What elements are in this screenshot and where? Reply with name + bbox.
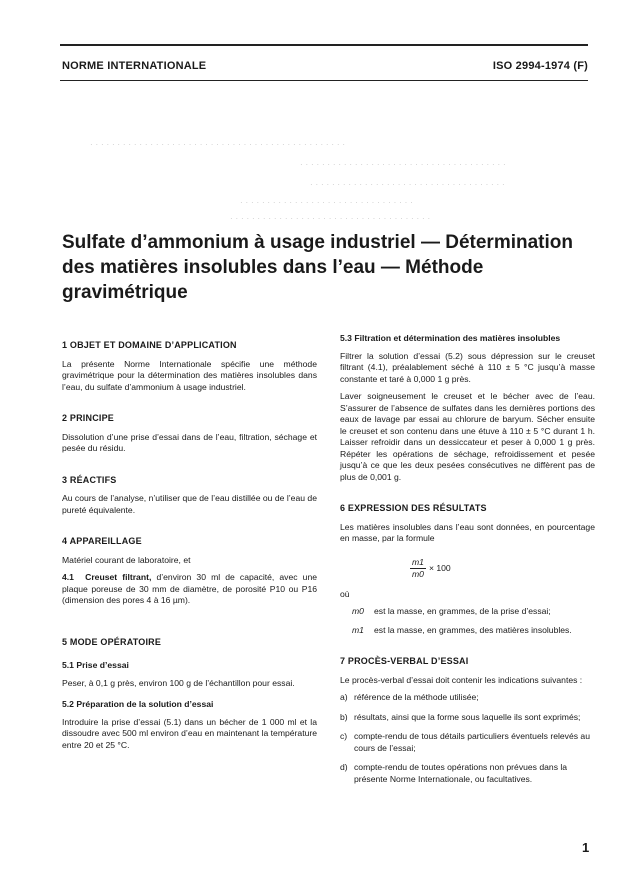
definition-m1: [340, 625, 595, 637]
header-rule: [60, 80, 588, 81]
section-text: La présente Norme Internationale spécifie une méthode gravimétrique pour la détermination des matières insolubles dans l’eau, du sulfate d’ammonium à usage industriel.: [62, 358, 317, 392]
subsection-text: Introduire la prise d’essai (5.1) dans un bécher de 1 000 ml et la dissoudre avec 500 ml environ d’eau en maintenant la température entre 20 et 25 °C.: [62, 716, 317, 750]
item-text: résultats, ainsi que la forme sous laquelle ils sont exprimés;: [354, 711, 581, 722]
ghost-line: · · · · · · · · · · · · · · · · · · · · · · · · · · · · · · · ·: [240, 198, 414, 207]
definition-text: est la masse, en grammes, de la prise d’essai;: [374, 606, 551, 616]
top-rule: [60, 44, 588, 46]
subsection-text: Peser, à 0,1 g près, environ 100 g de l’échantillon pour essai.: [62, 677, 295, 688]
section-2: [62, 413, 317, 455]
section-4: [62, 536, 317, 607]
section-text: Les matières insolubles dans l’eau sont données, en pourcentage en masse, par la formule: [340, 521, 595, 543]
symbol: m1: [352, 624, 364, 635]
section-5-3: [340, 333, 595, 483]
item-text: compte-rendu de tous détails particuliers éventuels relevés au cours de l’essai;: [354, 731, 590, 753]
subsection-text: Laver soigneusement le creuset et le bécher avec de l’eau. S’assurer de l’absence de sulfates dans les dernières portions des eaux de lavage par essai au chlorure de baryum. Sécher ensuite le creuset et son contenu dans une étuve à 110 ± 5 °C durant 1 h. Laisser refroidir dans un dessiccateur et peser à 0,000 1 g près. Répéter les opérations de séchage, refroidissement et pesée jusqu’à ce que les deux pesées consécutives ne diffèrent pas de plus de 0,001 g.: [340, 391, 595, 482]
ghost-line: · · · · · · · · · · · · · · · · · · · · · · · · · · · · · · · · · · · ·: [310, 180, 505, 189]
section-heading: 4 APPAREILLAGE: [62, 536, 142, 546]
formula-fraction: [410, 557, 426, 581]
subsection-title: Creuset filtrant,: [85, 572, 152, 582]
section-text: Au cours de l’analyse, n’utiliser que de l’eau distillée ou de l’eau de pureté équivalente.: [62, 493, 317, 515]
right-column: [340, 333, 595, 805]
header-left: NORME INTERNATIONALE: [62, 60, 207, 72]
item-text: référence de la méthode utilisée;: [354, 692, 479, 702]
subsection-heading: 5.3 Filtration et détermination des matières insolubles: [340, 333, 561, 343]
section-heading: 6 EXPRESSION DES RÉSULTATS: [340, 503, 487, 513]
formula-multiplier: × 100: [428, 562, 451, 573]
list-item: [340, 731, 595, 754]
subsection-heading: 5.1 Prise d’essai: [62, 660, 129, 670]
subsection-number: 4.1: [62, 572, 74, 582]
symbol: m0: [352, 606, 364, 616]
list-item: [340, 692, 595, 704]
section-text: Matériel courant de laboratoire, et: [62, 554, 191, 565]
section-6: [340, 503, 595, 636]
section-heading: 3 RÉACTIFS: [62, 474, 117, 485]
section-5: [62, 637, 317, 752]
page-number: 1: [582, 840, 590, 855]
header-right: ISO 2994-1974 (F): [492, 60, 588, 72]
left-column: [62, 340, 317, 771]
subsection-4-1: [62, 572, 317, 607]
item-label: a): [340, 692, 348, 702]
section-heading: 5 MODE OPÉRATOIRE: [62, 636, 162, 647]
section-heading: 2 PRINCIPE: [62, 413, 115, 423]
item-label: c): [340, 731, 348, 741]
definition-text: est la masse, en grammes, des matières insolubles.: [374, 624, 572, 635]
subsection-text: d’environ 30 ml de capacité, avec une plaque poreuse de 30 mm de diamètre, de porosité P10 ou P16 (dimension des pores 4 à 16 µm).: [62, 572, 317, 605]
ghost-line: · · · · · · · · · · · · · · · · · · · · · · · · · · · · · · · · · · · · · ·: [300, 160, 506, 169]
section-text: Le procès-verbal d’essai doit contenir les indications suivantes :: [340, 674, 583, 685]
section-7: [340, 656, 595, 785]
list-item: [340, 712, 595, 724]
document-title: Sulfate d’ammonium à usage industriel — Détermination des matières insolubles dans l’eau — Méthode gravimétrique: [62, 232, 573, 303]
section-text: Dissolution d’une prise d’essai dans de l’eau, filtration, séchage et pesée du résidu.: [62, 431, 317, 453]
item-text: compte-rendu de toutes opérations non prévues dans la présente Norme Internationale, ou facultatives.: [354, 762, 568, 784]
section-3: [62, 475, 317, 517]
section-heading: 7 PROCÈS-VERBAL D’ESSAI: [340, 656, 469, 666]
ghost-line: · · · · · · · · · · · · · · · · · · · · · · · · · · · · · · · · · · · · · · · · · · · · · · ·: [90, 140, 346, 149]
subsection-text: Filtrer la solution d’essai (5.2) sous dépression sur le creuset filtrant (4.1), préalablement séché à 110 ± 5 °C jusqu’à masse constante et taré à 0,000 1 g près.: [340, 350, 595, 384]
section-heading: 1 OBJET ET DOMAINE D’APPLICATION: [62, 340, 237, 350]
formula-numerator: m1: [410, 557, 426, 570]
section-1: [62, 340, 317, 393]
subsection-heading: 5.2 Préparation de la solution d’essai: [62, 699, 214, 709]
formula: [410, 557, 451, 581]
formula-denominator: m0: [412, 569, 424, 579]
definition-m0: [340, 606, 595, 618]
item-label: b): [340, 711, 348, 722]
list-item: [340, 762, 595, 785]
ghost-line: · · · · · · · · · · · · · · · · · · · · · · · · · · · · · · · · · · · · ·: [230, 214, 431, 223]
item-label: d): [340, 762, 348, 772]
where-label: où: [340, 588, 350, 599]
